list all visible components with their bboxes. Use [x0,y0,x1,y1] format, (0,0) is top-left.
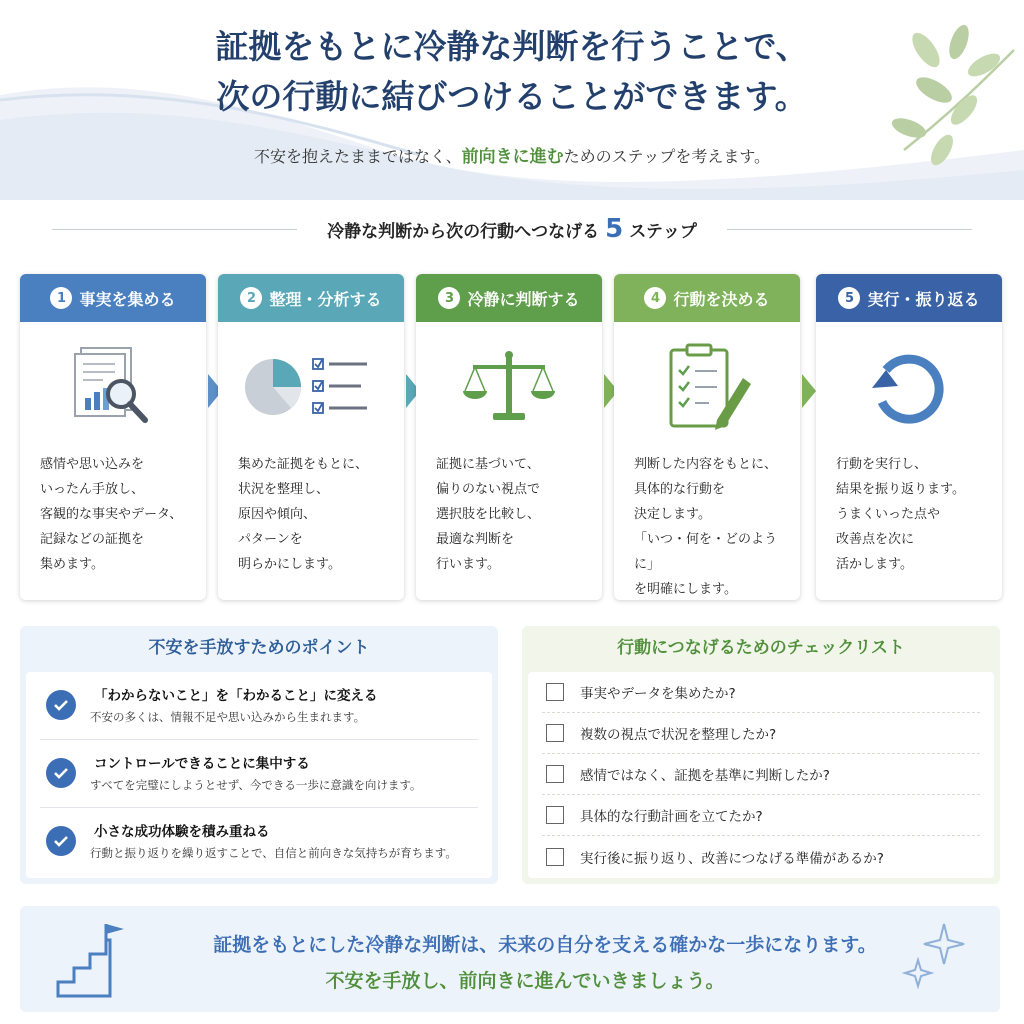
divider-left [52,229,297,230]
subtitle-pre: 不安を抱えたままではなく、 [253,147,462,166]
pie-chart-checklist-icon [241,347,381,427]
step-text-1: 感情や思い込みを いったん手放し、 客観的な事実やデータ、 記録などの証拠を 集めます。 [40,457,183,572]
checklist-item-label: 複数の視点で状況を整理したか? [580,727,777,743]
checkbox[interactable] [546,683,564,701]
step-arrow-4 [802,374,816,408]
step-number-1: 1 [50,287,72,309]
point-title: 小さな成功体験を積み重ねる [94,824,270,840]
checkbox[interactable] [546,848,564,866]
point-desc: 不安の多くは、情報不足や思い込みから生まれます。 [90,710,366,724]
title-line-2: 次の行動に結びつけることができます。 [216,77,808,116]
checklist-item-label: 事実やデータを集めたか? [580,686,736,702]
step-number-5: 5 [838,287,860,309]
point-item [40,808,478,876]
point-title: 「わからないこと」を「わかること」に変える [94,688,378,704]
step-card-1 [20,274,206,600]
points-panel-title: 不安を手放すためのポイント [148,638,370,658]
title-line-1: 証拠をもとに冷静な判断を行うことで、 [215,27,809,66]
header [0,22,1024,167]
checklist-item[interactable] [542,754,980,795]
step-label-1: 事実を集める [79,289,176,309]
step-number-3: 3 [438,287,460,309]
footer-banner [20,906,1000,1012]
checkbox[interactable] [546,724,564,742]
checkbox[interactable] [546,765,564,783]
points-panel [20,626,498,884]
step-label-5: 実行・振り返る [867,289,980,309]
point-desc: 行動と振り返りを繰り返すことで、自信と前向きな気持ちが育ちます。 [90,846,457,860]
steps-title-pre: 冷静な判断から次の行動へつなげる [327,222,600,242]
step-number-2: 2 [240,287,262,309]
checklist-item-label: 実行後に振り返り、改善につなげる準備があるか? [580,850,884,867]
step-card-3 [416,274,602,600]
step-header-3 [416,274,602,322]
footer-line-1: 証拠をもとにした冷静な判断は、未来の自分を支える確かな一歩になります。 [213,934,877,956]
steps-heading [52,212,972,246]
point-item [40,740,478,808]
point-item [40,672,478,740]
step-text-3: 証拠に基づいて、 偏りのない視点で 選択肢を比較し、 最適な判断を 行います。 [436,457,541,572]
checklist-item[interactable] [542,672,980,713]
page-title [0,22,1024,122]
divider-right [727,229,972,230]
page-subtitle [0,142,1024,167]
step-label-2: 整理・分析する [269,289,382,309]
checklist-panel [522,626,1000,884]
balance-scale-icon [459,347,559,427]
point-title: コントロールできることに集中する [94,756,310,772]
checklist-item-label: 感情ではなく、証拠を基準に判断したか? [580,768,830,784]
step-text-5: 行動を実行し、 結果を振り返ります。 うまくいった点や 改善点を次に 活かします。 [836,457,965,572]
checklist-item[interactable] [542,795,980,836]
steps-title-post: ステップ [629,222,697,242]
step-card-5 [816,274,1002,600]
cycle-arrow-icon [864,342,954,432]
point-desc: すべてを完璧にしようとせず、今できる一歩に意識を向けます。 [90,778,422,792]
sparkle-icon [902,920,972,990]
checklist-item-label: 具体的な行動計画を立てたか? [580,809,763,825]
steps-title-num: 5 [605,214,624,244]
steps-title [297,214,727,244]
checklist-item[interactable] [542,836,980,877]
step-text-4: 判断した内容をもとに、 具体的な行動を 決定します。 「いつ・何を・どのように」 を明確にします。 [634,457,778,597]
report-magnifier-icon [63,342,163,432]
clipboard-pen-icon [657,342,757,432]
checkbox[interactable] [546,806,564,824]
subtitle-highlight: 前向きに進む [461,147,564,167]
step-card-4 [614,274,800,600]
step-card-2 [218,274,404,600]
step-header-1 [20,274,206,322]
checklist-panel-title: 行動につなげるためのチェックリスト [617,638,905,658]
subtitle-post: ためのステップを考えます。 [563,147,771,166]
step-text-2: 集めた証拠をもとに、 状況を整理し、 原因や傾向、 パターンを 明らかにします。 [238,457,369,572]
check-circle-icon [46,758,76,788]
steps-row [20,274,1002,600]
step-header-5 [816,274,1002,322]
check-circle-icon [46,826,76,856]
step-label-3: 冷静に判断する [467,289,580,309]
step-header-2 [218,274,404,322]
step-label-4: 行動を決める [673,289,770,309]
checklist-item[interactable] [542,713,980,754]
step-number-4: 4 [644,287,666,309]
step-header-4 [614,274,800,322]
footer-line-2: 不安を手放し、前向きに進んでいきましょう。 [325,970,725,992]
check-circle-icon [46,690,76,720]
